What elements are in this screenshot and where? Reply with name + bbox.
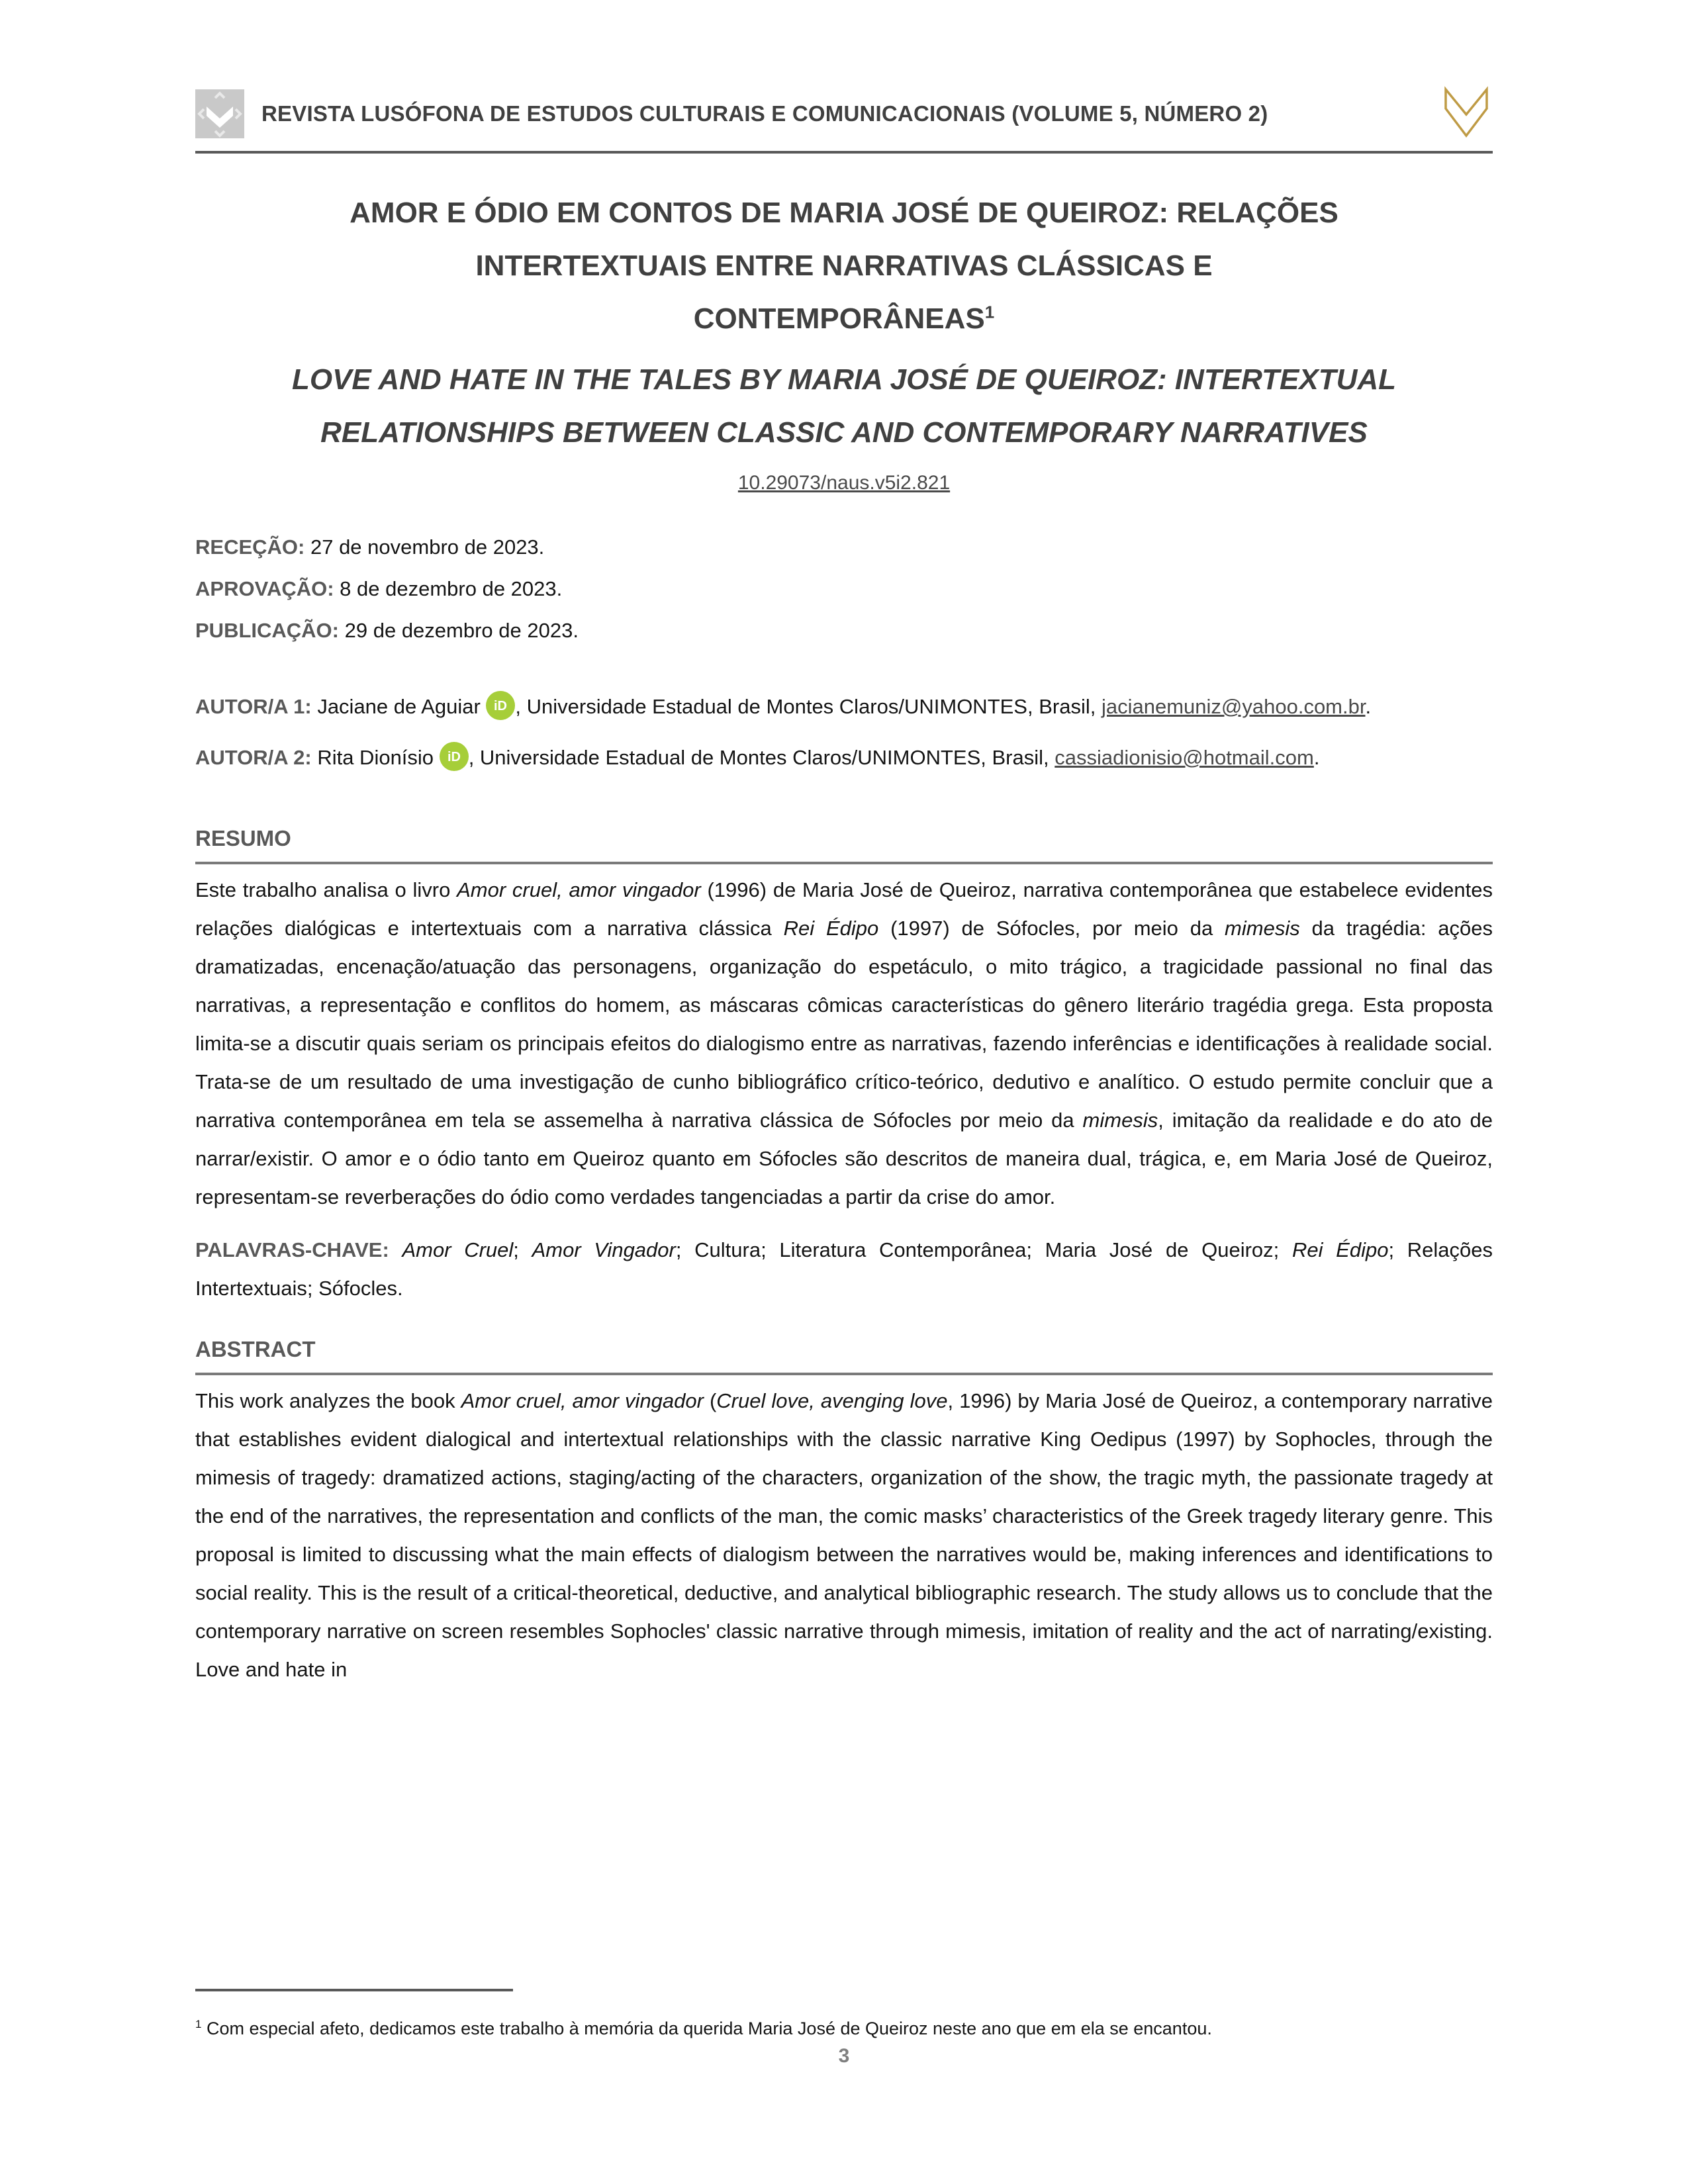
publicacao-value: 29 de dezembro de 2023.: [344, 619, 579, 642]
title-footnote-ref: 1: [984, 302, 995, 322]
text-run-italic: mimesis: [1225, 917, 1300, 940]
text-run: da tragédia: ações dramatizadas, encenação/atuação das personagens, organização do espetáculo, o mito trágico, a tragicidade passional no final das narrativas, a representação e conflitos do homem, as máscaras cômicas características do gênero literário tragédia grega. Esta proposta limita-se a discutir quais seriam os principais efeitos do dialogismo entre as narrativas, fazendo inferências e identificações à realidade social. Trata-se de um resultado de uma investigação de cunho bibliográfico crítico-teórico, dedutivo e analítico. O estudo permite concluir que a narrativa contemporânea em tela se assemelha à narrativa clássica de Sófocles por meio da: [195, 917, 1493, 1132]
footnote: [195, 2015, 1493, 2042]
text-run: This work analyzes the book: [195, 1389, 461, 1412]
text-run: ;: [513, 1238, 532, 1261]
text-run: ; Relações Intertextuais; Sófocles.: [195, 1238, 1493, 1300]
text-run-italic: mimesis: [1082, 1109, 1158, 1132]
abstract-paragraph: [195, 1382, 1493, 1689]
author-1-period: .: [1365, 695, 1372, 718]
svg-text:iD: iD: [494, 699, 508, 713]
text-run-italic: Amor Vingador: [532, 1238, 676, 1261]
text-run: , imitação da realidade e do ato de narrar/existir. O amor e o ódio tanto em Queiroz quanto em Sófocles são descritos de maneira dual, trágica, e, em Maria José de Queiroz, representam-se reverberações do ódio como verdades tangenciadas a partir da crise do amor.: [195, 1109, 1493, 1208]
author-2-email-link[interactable]: cassiadionisio@hotmail.com: [1055, 746, 1314, 769]
article-title-pt: [328, 187, 1360, 345]
text-run-italic: Cruel love, avenging love: [716, 1389, 948, 1412]
text-run: (1997) de Sófocles, por meio da: [878, 917, 1225, 940]
aprovacao-label: APROVAÇÃO:: [195, 577, 334, 600]
svg-text:iD: iD: [447, 750, 461, 764]
author-1-name: Jaciane de Aguiar: [317, 695, 481, 718]
page-number: 3: [838, 2045, 850, 2067]
text-run-italic: Amor cruel, amor vingador: [457, 878, 701, 901]
publicacao-label: PUBLICAÇÃO:: [195, 619, 339, 642]
doi-line: [195, 463, 1493, 506]
rececao-line: [195, 526, 1493, 568]
author-2-name: Rita Dionísio: [317, 746, 434, 769]
text-run-italic: Rei Édipo: [1291, 1238, 1389, 1261]
author-1-affiliation: , Universidade Estadual de Montes Claros/UNIMONTES, Brasil,: [515, 695, 1096, 718]
text-run-italic: Amor Cruel: [402, 1238, 514, 1261]
author-2-line: [195, 735, 1493, 786]
resumo-heading: RESUMO: [195, 826, 291, 850]
article-title-pt-text: AMOR E ÓDIO EM CONTOS DE MARIA JOSÉ DE QUEIROZ: RELAÇÕES INTERTEXTUAIS ENTRE NARRATIVAS CLÁSSICAS E CONTEMPORÂNEAS: [350, 197, 1338, 335]
author-1-line: [195, 684, 1493, 735]
resumo-paragraph: [195, 871, 1493, 1216]
aprovacao-value: 8 de dezembro de 2023.: [340, 577, 563, 600]
move-chevron-icon: [195, 89, 244, 138]
authors-block: [195, 684, 1493, 786]
text-run: ; Cultura; Literatura Contemporânea; Maria José de Queiroz;: [675, 1238, 1292, 1261]
keywords-label: PALAVRAS-CHAVE:: [195, 1238, 402, 1261]
rececao-value: 27 de novembro de 2023.: [310, 535, 545, 559]
footnote-text: Com especial afeto, dedicamos este trabalho à memória da querida Maria José de Queiroz neste ano que em ela se encantou.: [201, 2019, 1212, 2038]
abstract-divider: [195, 1373, 1493, 1375]
text-run-italic: Rei Édipo: [783, 917, 879, 940]
doi-link[interactable]: 10.29073/naus.v5i2.821: [737, 472, 951, 494]
journal-header-title: REVISTA LUSÓFONA DE ESTUDOS CULTURAIS E COMUNICACIONAIS (VOLUME 5, NÚMERO 2): [261, 101, 1268, 126]
footnote-divider: [195, 1989, 513, 1991]
rececao-label: RECEÇÃO:: [195, 535, 305, 559]
journal-header: [195, 86, 1493, 154]
footnote-marker: 1: [195, 2018, 202, 2030]
article-title-en: LOVE AND HATE IN THE TALES BY MARIA JOSÉ DE QUEIROZ: INTERTEXTUAL RELATIONSHIPS BETWEEN CLASSIC AND CONTEMPORARY NARRATIVES: [291, 363, 1397, 449]
orcid-id-icon[interactable]: [440, 742, 469, 786]
dates-block: [195, 526, 1493, 651]
text-run: (1996) de Maria José de Queiroz, narrativa contemporânea que estabelece evidentes relações dialógicas e intertextuais com a narrativa clássica: [195, 878, 1493, 940]
author-2-period: .: [1313, 746, 1320, 769]
aprovacao-line: [195, 568, 1493, 610]
text-run-italic: Amor cruel, amor vingador: [461, 1389, 704, 1412]
gold-chevron-logo-icon: [1440, 86, 1493, 142]
text-run: , 1996) by Maria José de Queiroz, a contemporary narrative that establishes evident dialogical and intertextual relationships with the classic narrative King Oedipus (1997) by Sophocles, through the mimesis of tragedy: dramatized actions, staging/acting of the characters, organization of the show, the tragic myth, the passionate tragedy at the end of the narratives, the representation and conflicts of the man, the comic masks’ characteristics of the Greek tragedy literary genre. This proposal is limited to discussing what the main effects of dialogism between the narratives would be, making inferences and identifications to social reality. This is the result of a critical-theoretical, deductive, and analytical bibliographic research. The study allows us to conclude that the contemporary narrative on screen resembles Sophocles' classic narrative through mimesis, imitation of reality and the act of narrating/existing. Love and hate in: [195, 1389, 1493, 1681]
author-2-label: AUTOR/A 2:: [195, 746, 312, 769]
author-1-label: AUTOR/A 1:: [195, 695, 312, 718]
author-1-email-link[interactable]: jacianemuniz@yahoo.com.br: [1101, 695, 1366, 718]
abstract-heading: ABSTRACT: [195, 1337, 316, 1361]
text-run: Este trabalho analisa o livro: [195, 878, 457, 901]
author-2-affiliation: , Universidade Estadual de Montes Claros/UNIMONTES, Brasil,: [468, 746, 1049, 769]
publicacao-line: [195, 610, 1493, 651]
orcid-id-icon[interactable]: [486, 691, 515, 735]
resumo-divider: [195, 862, 1493, 864]
keywords-paragraph: [195, 1231, 1493, 1308]
text-run: (: [703, 1389, 717, 1412]
